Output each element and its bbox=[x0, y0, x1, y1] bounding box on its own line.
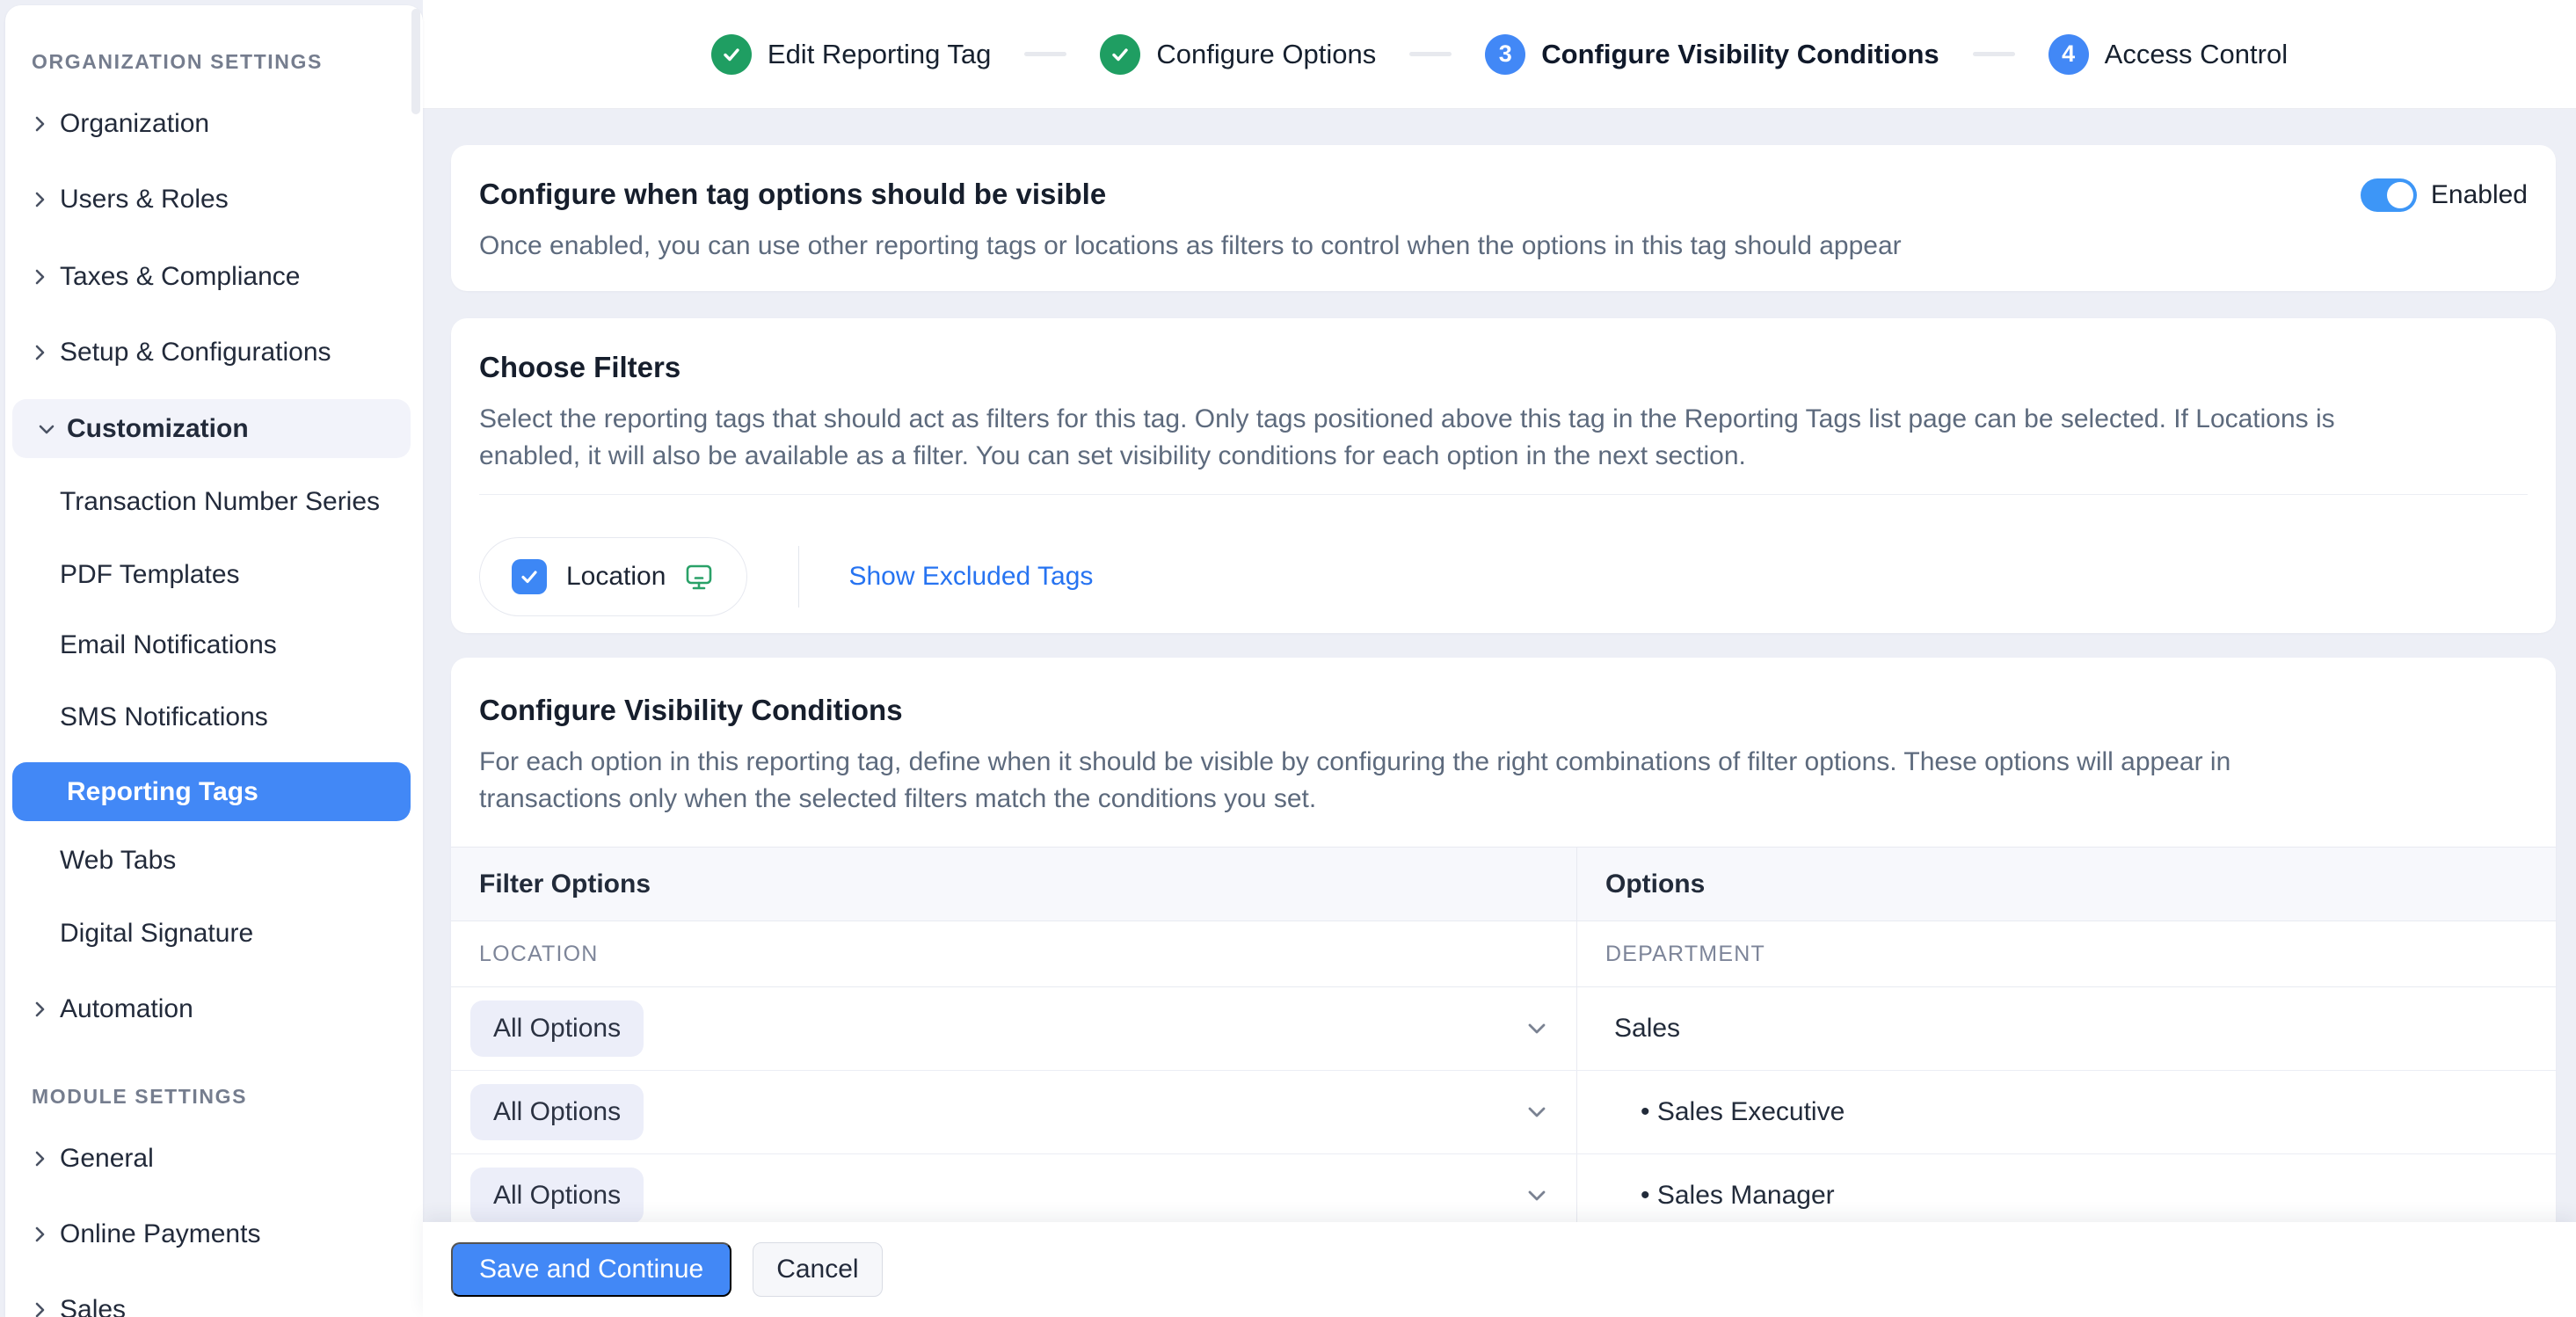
location-checkbox-label: Location bbox=[566, 562, 666, 591]
chevron-right-icon bbox=[28, 1299, 51, 1317]
sidebar-item-sms-notifications[interactable]: SMS Notifications bbox=[60, 702, 268, 731]
chevron-down-icon[interactable] bbox=[1524, 1099, 1550, 1125]
choose-filters-card bbox=[451, 318, 2556, 633]
table-row bbox=[451, 1071, 2556, 1154]
filter-options-column-header: Filter Options bbox=[479, 869, 651, 899]
visibility-conditions-card bbox=[451, 658, 2556, 1312]
filter-select-value[interactable]: All Options bbox=[470, 1000, 644, 1057]
location-filter-chip[interactable] bbox=[479, 537, 747, 616]
cancel-button[interactable]: Cancel bbox=[753, 1242, 882, 1297]
card-title: Configure when tag options should be visible bbox=[479, 178, 1107, 210]
location-subheader: LOCATION bbox=[479, 941, 599, 966]
chevron-right-icon bbox=[28, 341, 51, 364]
chevron-right-icon bbox=[28, 113, 51, 135]
step-configure-visibility-conditions[interactable]: 3 Configure Visibility Conditions bbox=[1485, 34, 1939, 75]
sidebar-item-transaction-number-series[interactable]: Transaction Number Series bbox=[60, 487, 381, 516]
sidebar-item-setup-configurations[interactable]: Setup & Configurations bbox=[5, 324, 412, 382]
table-subheader-row bbox=[451, 921, 2556, 987]
visibility-toggle[interactable] bbox=[2361, 178, 2417, 212]
divider bbox=[479, 494, 2528, 495]
show-excluded-tags-link[interactable]: Show Excluded Tags bbox=[848, 562, 1094, 591]
step-connector bbox=[1973, 52, 2015, 56]
step-connector bbox=[1409, 52, 1452, 56]
chevron-down-icon[interactable] bbox=[1524, 1015, 1550, 1042]
sidebar-item-general[interactable]: General bbox=[5, 1130, 412, 1188]
divider bbox=[798, 546, 799, 608]
chevron-right-icon bbox=[28, 998, 51, 1021]
step-complete-check-icon bbox=[1100, 34, 1140, 75]
step-complete-check-icon bbox=[711, 34, 752, 75]
card-description: For each option in this reporting tag, define when it should be visible by configuring the right combinations of filter options. These options will appear in transactions only when the selected filters match the conditions you set. bbox=[479, 747, 2231, 813]
chevron-right-icon bbox=[28, 1223, 51, 1246]
toggle-knob bbox=[2387, 182, 2413, 208]
sidebar-item-users-roles[interactable]: Users & Roles bbox=[5, 171, 412, 229]
location-monitor-icon bbox=[683, 561, 715, 593]
step-access-control[interactable]: 4 Access Control bbox=[2048, 34, 2288, 75]
sidebar-item-automation[interactable]: Automation bbox=[5, 980, 412, 1038]
sidebar-item-digital-signature[interactable]: Digital Signature bbox=[60, 919, 254, 948]
sidebar-item-web-tabs[interactable]: Web Tabs bbox=[60, 846, 177, 875]
options-column-header: Options bbox=[1576, 848, 2556, 920]
department-subheader: DEPARTMENT bbox=[1576, 921, 2556, 986]
action-footer bbox=[423, 1222, 2576, 1317]
sidebar-scrollbar[interactable] bbox=[411, 9, 420, 114]
chevron-down-icon bbox=[35, 418, 58, 440]
save-and-continue-button[interactable]: Save and Continue bbox=[451, 1242, 731, 1297]
chevron-right-icon bbox=[28, 1147, 51, 1170]
sidebar-item-sales[interactable]: Sales bbox=[5, 1281, 412, 1317]
card-description: Select the reporting tags that should act as filters for this tag. Only tags positioned above this tag in the Reporting Tags list page can be selected. If Locations is enabled, it will also be available as a filter. You can set visibility conditions for each option in the next section. bbox=[479, 404, 2335, 470]
visibility-toggle-card bbox=[451, 145, 2556, 291]
sidebar-item-customization[interactable]: Customization bbox=[12, 399, 411, 458]
sidebar-section-organization-settings: ORGANIZATION SETTINGS bbox=[32, 49, 323, 73]
sidebar-item-pdf-templates[interactable]: PDF Templates bbox=[60, 560, 240, 589]
option-value: • Sales Manager bbox=[1576, 1154, 2556, 1237]
card-description: Once enabled, you can use other reporting tags or locations as filters to control when the options in this tag should appear bbox=[479, 231, 1902, 260]
step-configure-options[interactable]: Configure Options bbox=[1100, 34, 1376, 75]
table-header-row bbox=[451, 848, 2556, 921]
stepper bbox=[711, 34, 2288, 75]
settings-sidebar bbox=[5, 5, 423, 1317]
option-value: • Sales Executive bbox=[1576, 1071, 2556, 1153]
step-connector bbox=[1024, 52, 1066, 56]
toggle-state-label: Enabled bbox=[2430, 180, 2528, 209]
wizard-stepper-bar bbox=[423, 0, 2576, 109]
filter-select-value[interactable]: All Options bbox=[470, 1084, 644, 1140]
filter-select-value[interactable]: All Options bbox=[470, 1168, 644, 1224]
sidebar-item-organization[interactable]: Organization bbox=[5, 95, 412, 153]
chevron-right-icon bbox=[28, 266, 51, 288]
sidebar-item-reporting-tags[interactable]: Reporting Tags bbox=[12, 762, 411, 821]
sidebar-item-email-notifications[interactable]: Email Notifications bbox=[60, 630, 277, 659]
chevron-down-icon[interactable] bbox=[1524, 1182, 1550, 1209]
step-number-badge: 3 bbox=[1485, 34, 1525, 75]
step-number-badge: 4 bbox=[2048, 34, 2089, 75]
sidebar-item-online-payments[interactable]: Online Payments bbox=[5, 1205, 412, 1263]
card-title: Configure Visibility Conditions bbox=[479, 694, 903, 726]
visibility-conditions-table bbox=[451, 847, 2556, 1238]
sidebar-item-taxes-compliance[interactable]: Taxes & Compliance bbox=[5, 248, 412, 306]
chevron-right-icon bbox=[28, 188, 51, 211]
sidebar-section-module-settings: MODULE SETTINGS bbox=[32, 1084, 248, 1108]
table-row bbox=[451, 987, 2556, 1071]
card-title: Choose Filters bbox=[479, 351, 681, 383]
option-value: Sales bbox=[1576, 987, 2556, 1070]
location-checkbox[interactable] bbox=[512, 559, 547, 594]
step-edit-reporting-tag[interactable]: Edit Reporting Tag bbox=[711, 34, 991, 75]
